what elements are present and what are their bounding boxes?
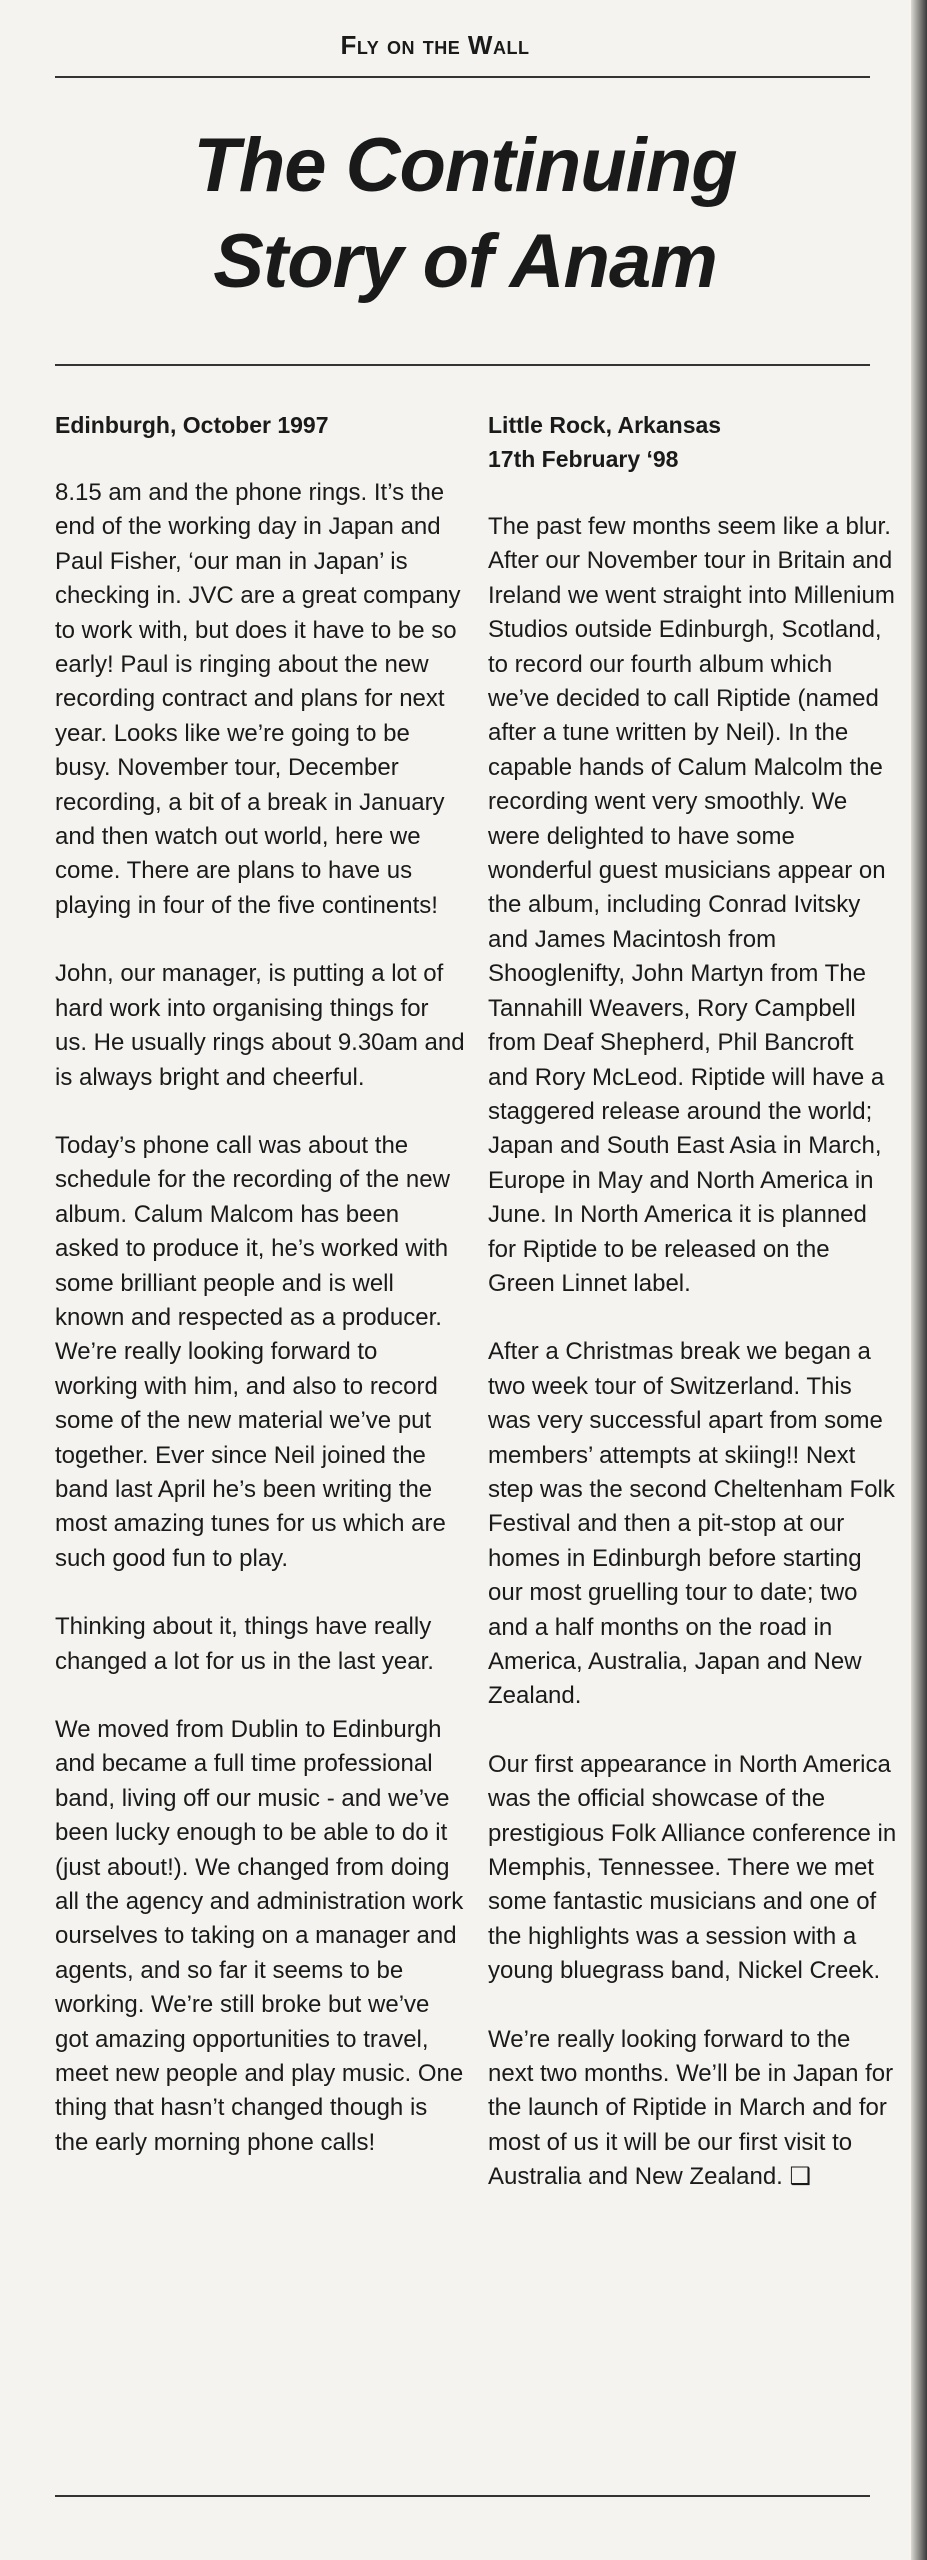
left-paragraph: We moved from Dublin to Edinburgh and became a full time professional band, living off our music - and we’ve been lucky enough to be able to do it (just about!). We changed from doing all the agency and administration work ourselves to taking on a manager and agents, and so far it seems to be working. We’re still broke but we’ve got amazing opportunities to travel, meet new people and play music. One thing that hasn’t changed though is the early morning phone calls! — [55, 1716, 464, 2156]
left-paragraph: 8.15 am and the phone rings. It’s the end of the working day in Japan and Paul Fisher, ‘our man in Japan’ is checking in. JVC are a great company to work with, but does it have to be so early! Paul is ringing about the new recording contract and plans for next year. Looks like we’re going to be busy. November tour, December recording, a bit of a break in January and then watch out world, here we come. There are plans to have us playing in four of the five continents! — [55, 479, 461, 919]
right-paragraph: The past few months seem like a blur. After our November tour in Britain and Ireland we went straight into Millenium Studios outside Edinburgh, Scotland, to record our fourth album which we’ve decided to call Riptide (named after a tune written by Neil). In the capable hands of Calum Malcolm the recording went very smoothly. We were delighted to have some wonderful guest musicians appear on the album, including Conrad Ivitsky and James Macintosh from Shooglenifty, John Martyn from The Tannahill Weavers, Rory Campbell from Deaf Shepherd, Phil Bancroft and Rory McLeod. Riptide will have a staggered release around the world; Japan and South East Asia in March, Europe in May and North America in June. In North America it is planned for Riptide to be released on the Green Linnet label. — [488, 513, 895, 1297]
right-column-heading — [488, 408, 898, 476]
left-column — [55, 408, 465, 2194]
right-paragraph: Our first appearance in North America was the official showcase of the prestigious Folk Alliance conference in Memphis, Tennessee. There we met some fantastic musicians and one of the highlights was a session with a young bluegrass band, Nickel Creek. — [488, 1750, 897, 1985]
footer-rule — [55, 2495, 870, 2497]
right-heading-date: 17th February ‘98 — [488, 446, 679, 472]
article-title — [60, 118, 870, 310]
right-paragraph: After a Christmas break we began a two week tour of Switzerland. This was very successful apart from some members’ attempts at skiing!! Next step was the second Cheltenham Folk Festival and then a pit-stop at our homes in Edinburgh before starting our most gruelling tour to date; two and a half months on the road in America, Australia, Japan and New Zealand. — [488, 1338, 895, 1710]
title-rule — [55, 364, 870, 366]
left-paragraph: Thinking about it, things have really changed a lot for us in the last year. — [55, 1613, 434, 1675]
left-paragraph: Today’s phone call was about the schedule for the recording of the new album. Calum Malcom has been asked to produce it, he’s worked with some brilliant people and is well known and respected as a producer. We’re really looking forward to working with him, and also to record some of the new material we’ve put together. Ever since Neil joined the band last April he’s been writing the most amazing tunes for us which are such good fun to play. — [55, 1131, 450, 1572]
right-paragraph: We’re really looking forward to the next two months. We’ll be in Japan for the launch of Riptide in March and for most of us it will be our first visit to Australia and New Zealand. ❑ — [488, 2025, 894, 2191]
right-column — [488, 408, 898, 2229]
header-rule — [55, 76, 870, 78]
title-line-2: Story of Anam — [213, 219, 717, 304]
page-edge-shadow — [911, 0, 927, 2560]
left-column-heading: Edinburgh, October 1997 — [55, 412, 329, 438]
left-paragraph: John, our manager, is putting a lot of hard work into organising things for us. He usually rings about 9.30am and is always bright and cheerful. — [55, 960, 465, 1091]
title-line-1: The Continuing — [193, 123, 737, 208]
right-heading-place: Little Rock, Arkansas — [488, 412, 722, 438]
section-header: Fly on the Wall — [340, 30, 530, 60]
